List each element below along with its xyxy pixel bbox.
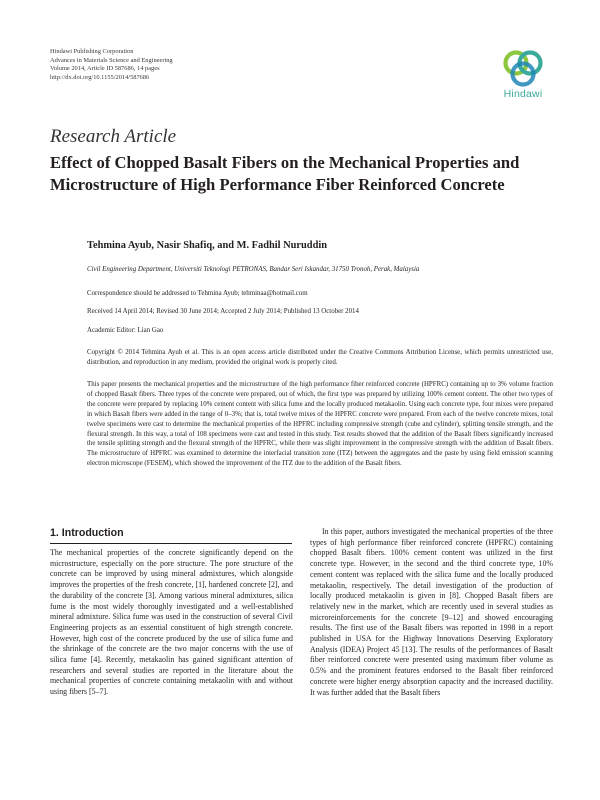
academic-editor: Academic Editor: Lian Gao	[87, 327, 164, 334]
volume-info: Volume 2014, Article ID 587686, 14 pages	[50, 65, 160, 73]
body-column-left	[50, 548, 293, 698]
section-heading-introduction: 1. Introduction	[50, 527, 124, 539]
publication-dates: Received 14 April 2014; Revised 30 June 2014; Accepted 2 July 2014; Published 13 October 2014	[87, 308, 359, 315]
paragraph: The mechanical properties of the concrete significantly depend on the microstructure, especially on the pore structure. The pore structure of the concrete can be improved by using mineral admixtures, which alongside improves the properties of the fresh concrete, [1], hardened concrete [2], and the durability of the concrete [3]. Among various mineral admixtures, silica fume is the most widely thoroughly investigated and a well-established mineral admixture. Silica fume was used in the construction of several Civil Engineering projects as an essential constituent of high strength concrete. However, high cost of the concrete produced by the use of silica fume and the shrinkage of the concrete are the two major concerns with the use of silica fume [4]. Recently, metakaolin has gained significant attention of researchers and several studies are reported in the literature about the mechanical properties of concrete containing metakaolin with and without using fibers [5–7].	[50, 548, 293, 697]
abstract: This paper presents the mechanical properties and the microstructure of the high performance fiber reinforced concrete (HPFRC) containing up to 3% volume fraction of chopped Basalt fibers. Three types of the concrete were prepared, out of which, the first type was prepared by utilizing 100% cement content. The other two types of the concrete were prepared by replacing 10% cement content with silica fume and the locally produced metakaolin. Using each concrete type, four mixes were prepared in which Basalt fibers were added in the range of 0–3%; that is, total twelve mixes of the HPFRC concrete were prepared. From each of the twelve concrete mixes, total twelve specimens were cast to determine the mechanical properties of the HPFRC including compressive strength (cube and cylinder), splitting tensile strength, and the flexural strength. In this way, a total of 108 specimens were cast and tested in this study. Test results showed that the addition of the Basalt fibers significantly increased the tensile splitting strength and the flexural strength of the HPFRC, while there was slight improvement in the compressive strength with the addition of Basalt fibers. The microstructure of HPFRC was examined to determine the interfacial transition zone (ITZ) between the aggregates and the paste by using field emission scanning electron microscope (FESEM), which showed the improvement of the ITZ due to the addition of the Basalt fibers.	[87, 381, 553, 468]
section-divider	[50, 543, 292, 544]
authors: Tehmina Ayub, Nasir Shafiq, and M. Fadhil Nuruddin	[87, 240, 328, 251]
journal-name: Advances in Materials Science and Engineering	[50, 56, 173, 64]
correspondence: Correspondence should be addressed to Tehmina Ayub; tehminaa@hotmail.com	[87, 290, 308, 297]
hindawi-logo-text: Hindawi	[503, 88, 543, 100]
copyright-notice: Copyright © 2014 Tehmina Ayub et al. This is an open access article distributed under the Creative Commons Attribution License, which permits unrestricted use, distribution, and reproduction in any medium, provided the original work is properly cited.	[87, 349, 553, 366]
doi-link[interactable]: http://dx.doi.org/10.1155/2014/587686	[50, 73, 150, 81]
article-type: Research Article	[50, 126, 177, 147]
paragraph: In this paper, authors investigated the mechanical properties of the three types of high performance fiber reinforced concrete (HPFRC) containing chopped Basalt fibers. 100% cement content was utilized in the first concrete type. However, in the second and the third concrete type, 10% cement content was replaced with the silica fume and the locally produced metakaolin, respectively. The detail investigation of the production of locally produced metakaolin is given in [8]. Chopped Basalt fibers are relatively new in the market, which are recently used in several studies as microreinforcements for the concrete [9–12] and showed encouraging results. The first use of the Basalt fibers was reported in 1998 in a report published in USA for the Highway Innovations Deserving Exploratory Analysis (IDEA) Project 45 [13]. The results of the performances of Basalt fiber reinforced concrete were presented using maximum fiber volume as 0.5% and the prominent features endorsed to the Basalt fiber reinforced concrete were higher energy absorption capacity and the increased ductility. It was further added that the Basalt fibers	[310, 527, 553, 697]
affiliation: Civil Engineering Department, Universiti Teknologi PETRONAS, Bandar Seri Iskandar, 31750 Tronoh, Perak, Malaysia	[87, 266, 420, 273]
body-column-right	[310, 527, 553, 698]
publisher-name: Hindawi Publishing Corporation	[50, 48, 134, 55]
journal-header	[50, 48, 350, 82]
article-title: Effect of Chopped Basalt Fibers on the Mechanical Properties and Microstructure of High Performance Fiber Reinforced Concrete	[50, 153, 520, 194]
